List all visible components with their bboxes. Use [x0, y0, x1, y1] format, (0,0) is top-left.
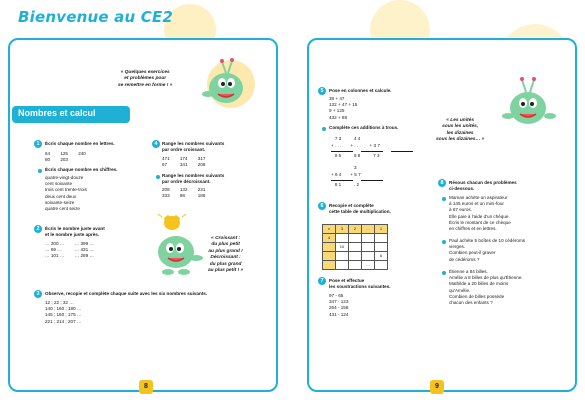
- table-row: [323, 234, 388, 243]
- ex5-grid1-mid: + . . . + . . . + 3 7: [331, 143, 380, 148]
- ex1-title: Écris chaque nombre en lettres.: [45, 141, 115, 146]
- multiplication-table: [322, 224, 388, 270]
- units-bubble: « Les unités sous les unités, les dizaines sous les dizaines… »: [436, 118, 485, 143]
- table-cell: [349, 261, 362, 270]
- ex2-blanks: … 200 … … 399 … … 69 … … 431 … … 101 … … 289 …: [45, 241, 95, 259]
- table-cell: 1: [375, 225, 388, 234]
- table-cell: …: [362, 261, 375, 270]
- exercise-number-4: 4: [152, 140, 160, 148]
- mascot-right-icon: [498, 74, 562, 134]
- table-cell: [323, 261, 336, 270]
- mascot-bulb-icon: [150, 214, 210, 276]
- table-cell: [336, 261, 349, 270]
- ex4-asc-numbers: 471 174 317 67 341 208: [162, 156, 206, 168]
- ex5-grid1-top: 7 3 4 4: [331, 136, 361, 141]
- exercise-number-2: 2: [34, 225, 42, 233]
- ex5-grid2-bot: 8 1 . 2: [331, 182, 360, 187]
- ex2-title: Écris le nombre juste avant et le nombre juste après.: [45, 226, 105, 238]
- page-number-left: 8: [139, 380, 153, 394]
- table-cell: 6: [375, 252, 388, 261]
- sum-line: [391, 151, 413, 152]
- ex8-title: Résous chacun des problèmes ci-dessous.: [449, 180, 517, 192]
- ex4-title-asc: Range les nombres suivants par ordre croissant.: [162, 141, 225, 153]
- ex5-grid2-mid: + 6 4 + 5 7: [331, 172, 361, 177]
- table-cell: [336, 252, 349, 261]
- table-row: [323, 243, 388, 252]
- ex7-title: Pose et effectue les soustractions suivantes.: [329, 278, 391, 290]
- ex5-grid1-bot: 9 5 8 8 7 3: [331, 153, 380, 158]
- bullet-icon: [156, 175, 160, 179]
- ex6-title: Recopie et complète cette table de multiplication.: [329, 203, 391, 215]
- table-row: [323, 225, 388, 234]
- title-bar: [0, 0, 585, 30]
- sum-line: [331, 180, 353, 181]
- table-cell: [323, 243, 336, 252]
- ex4-title-desc: Range les nombres suivants par ordre décroissant.: [162, 173, 225, 185]
- ex8-problem-1: Maman achète un aspirateur à 145 euros et un mini-four à 67 euros. Elle paie à l'aide d'un chèque. Écris le montant de ce chèque en chiffres et en lettres.: [449, 195, 511, 232]
- exercise-number-8: 8: [438, 179, 446, 187]
- exercise-number-5: 5: [318, 87, 326, 95]
- table-cell: [375, 234, 388, 243]
- table-cell: [323, 252, 336, 261]
- order-bubble: « Croissant : du plus petit au plus grand ! Décroissant : du plus grand au plus petit ! »: [208, 236, 244, 274]
- table-cell: …: [362, 225, 375, 234]
- intro-bubble: « Quelques exercices et problèmes pour se remettre en forme ! »: [118, 70, 173, 88]
- exercise-number-3: 3: [34, 290, 42, 298]
- table-cell: 4: [323, 234, 336, 243]
- ex3-title: Observe, recopie et complète chaque suite avec les six nombres suivants.: [45, 291, 208, 296]
- table-cell: 10: [336, 243, 349, 252]
- table-cell: 2: [349, 225, 362, 234]
- table-cell: [336, 234, 349, 243]
- exercise-number-7: 7: [318, 277, 326, 285]
- bullet-icon: [442, 271, 446, 275]
- ex8-problem-3: Étienne a 84 billes. Amélie a 8 billes de plus qu'Étienne. Mathilde a 20 billes de moins qu'Amélie. Combien de billes possède chacun des enfants ?: [449, 269, 523, 306]
- page-title: Bienvenue au CE2: [18, 8, 174, 26]
- ex5-ops: 38 + 47 132 + 47 + 15 9 + 125 432 + 88: [329, 96, 358, 120]
- bullet-icon: [38, 169, 42, 173]
- ex3-series: 12 ; 22 ; 32 … 140 ; 160 ; 180 … 145 ; 160 ; 175 … 221 ; 214 ; 207 …: [45, 300, 82, 324]
- sum-line: [361, 180, 383, 181]
- table-cell: x: [323, 225, 336, 234]
- ex1-numbers: 64 125 240 80 203: [45, 151, 86, 163]
- page-number-right: 9: [430, 380, 444, 394]
- ex8-problem-2: Paul achète 5 boîtes de 10 cédéroms vierges. Combien peut-il graver de cédéroms ?: [449, 238, 526, 262]
- bullet-icon: [442, 240, 446, 244]
- table-cell: [375, 261, 388, 270]
- ex5-grid2-top: 3: [331, 165, 357, 170]
- sum-line: [361, 151, 383, 152]
- ex7-ops: 97 - 65 347 - 123 264 - 158 431 - 124: [329, 293, 349, 317]
- ex4-desc-numbers: 208 132 231 333 98 188: [162, 187, 206, 199]
- exercise-number-1: 1: [34, 140, 42, 148]
- table-cell: [349, 234, 362, 243]
- bullet-icon: [322, 127, 326, 131]
- table-cell: [362, 252, 375, 261]
- table-cell: [362, 234, 375, 243]
- table-cell: [349, 252, 362, 261]
- ex5-sub-title: Complète ces additions à trous.: [329, 125, 399, 130]
- sum-line: [331, 151, 353, 152]
- table-cell: [349, 243, 362, 252]
- mascot-left-icon: [196, 54, 258, 110]
- table-row: [323, 252, 388, 261]
- table-cell: [375, 243, 388, 252]
- table-cell: 3: [336, 225, 349, 234]
- table-row: [323, 261, 388, 270]
- table-cell: [362, 243, 375, 252]
- bullet-icon: [442, 197, 446, 201]
- ex1-words: quatre-vingt-douze cent soixante trois cent trente-trois deux cent deux soixante-seize quatre cent seize: [45, 175, 87, 212]
- ex1-sub-title: Écris chaque nombre en chiffres.: [45, 167, 118, 172]
- section-title: Nombres et calcul: [12, 106, 130, 123]
- exercise-number-6: 6: [318, 202, 326, 210]
- ex5-title: Pose en colonnes et calcule.: [329, 88, 392, 93]
